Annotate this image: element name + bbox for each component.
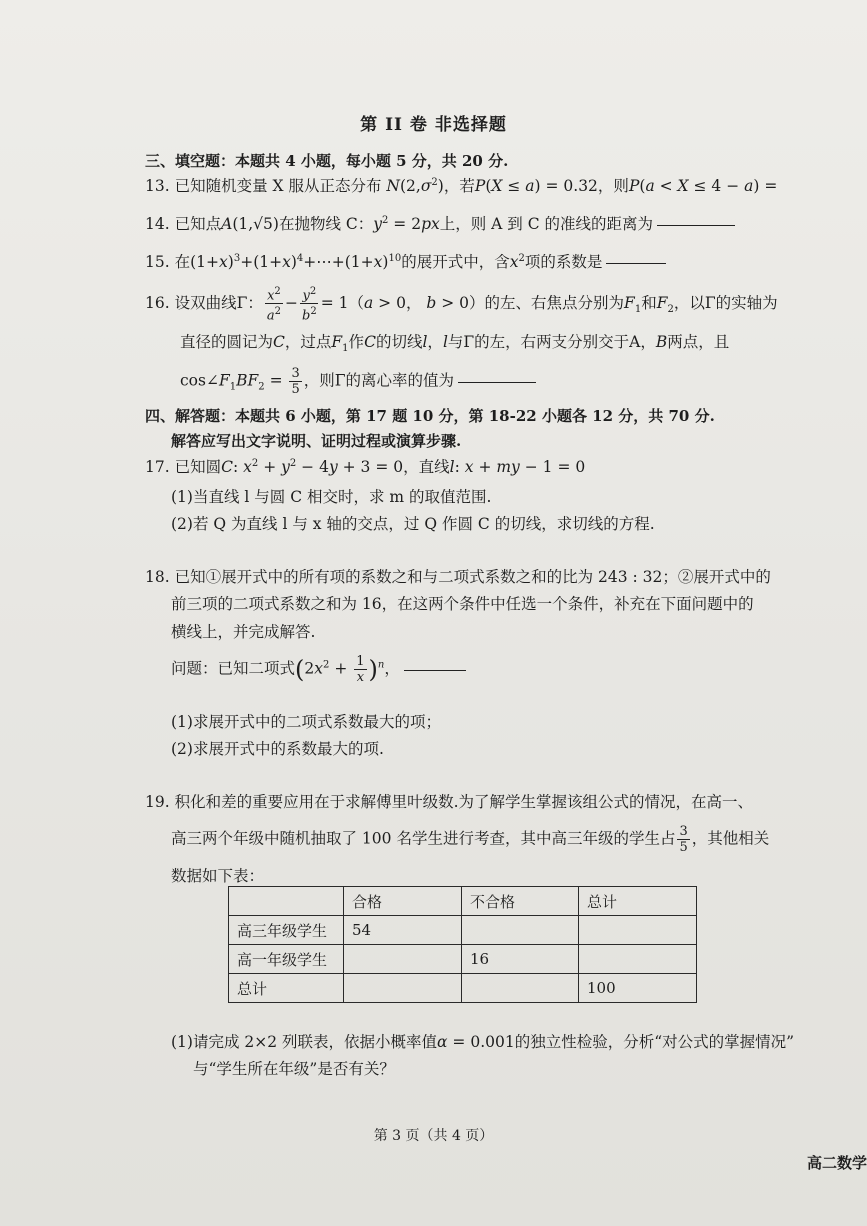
q19-part1-b: 的独立性检验，分析“对公式的掌握情况” — [514, 1033, 795, 1051]
table-cell — [462, 916, 579, 945]
q16-line2-b: ，过点 — [284, 333, 332, 351]
q17-text-b: ，直线 — [403, 458, 450, 476]
q19-part1-line2: 与“学生所在年级”是否有关？ — [193, 1060, 395, 1078]
question-14: 14. 已知点A(1,√5)在抛物线 C：$y^2 = 2px$上，则 A 到 C 的准线的距离为 — [145, 212, 735, 234]
question-17: 17. 已知圆C: $x^2 + y^2 - 4y + 3 = 0$，直线l: x + my − 1 = 0 — [145, 457, 586, 476]
question-16-line1: 16. 设双曲线Γ： $\frac{x^2}{a^2}$ − $\frac{y^2}{b^2}$ = 1（a > 0， b > 0）的左、右焦点分别为$F_1$和$F_2$，以Γ的实轴为 — [145, 286, 778, 324]
table-cell: 54 — [344, 916, 462, 945]
q18-problem-text: 问题：已知二项式 — [171, 659, 296, 678]
q13-text-b: ，若 — [443, 177, 475, 195]
q19-part1-line1: (1)请完成 2×2 列联表，依据小概率值α = 0.001的独立性检验，分析“对公式的掌握情况” — [171, 1033, 795, 1051]
table-row — [229, 916, 697, 945]
q18-answer-blank — [404, 669, 466, 671]
q16-line2-d: 的切线 — [375, 333, 423, 351]
q14-text-c: 上，则 A 到 C 的准线的距离为 — [439, 215, 654, 233]
q17-number: 17. — [145, 458, 170, 476]
table-header-row — [229, 887, 697, 916]
q17-part1: (1)当直线 l 与圆 C 相交时，求 m 的取值范围. — [171, 488, 492, 506]
q19-text-1: 积化和差的重要应用在于求解傅里叶级数.为了解学生掌握该组公式的情况，在高一、 — [174, 793, 754, 811]
corner-label: 高二数学 — [806, 1154, 867, 1172]
q19-number: 19. — [145, 793, 170, 811]
question-16-line3: $\cos\angle F_1BF_2$ = $\frac{3}{5}$ ，则Γ的离心率的值为 — [180, 366, 536, 397]
section-3-header: 三、填空题：本题共 4 小题，每小题 5 分，共 20 分. — [145, 152, 509, 170]
q15-text-b: 的展开式中，含 — [401, 253, 510, 271]
table-cell — [579, 945, 697, 974]
q16-line2-f: 两点，且 — [667, 333, 730, 351]
q16-line3-b: ，则Γ的离心率的值为 — [303, 371, 455, 390]
q16-line2-e: 与Γ的左，右两支分别交于 — [447, 333, 630, 351]
q17-text-a: 已知圆 — [174, 458, 222, 476]
table-header-cell — [229, 887, 344, 916]
q16-line2-c: 作 — [348, 333, 365, 351]
q18-line2: 前三项的二项式系数之和为 16，在这两个条件中任选一个条件，补充在下面问题中的 — [171, 595, 754, 613]
question-13: 13. 已知随机变量 X 服从正态分布 $N(2,\sigma^2)$，若P(X ≤ a) = 0.32，则P(a < X ≤ 4 − a) = — [145, 176, 778, 195]
q19-line2: 高三两个年级中随机抽取了 100 名学生进行考查，其中高三年级的学生占 $\frac{3}{5}$ ，其他相关 — [171, 824, 770, 855]
q18-problem: 问题：已知二项式($2x^2$ + $\frac{1}{x}$ )$^n$， — [171, 654, 466, 685]
q16-line2-a: 直径的圆记为 — [180, 333, 274, 351]
q15-answer-blank — [606, 262, 666, 264]
q16-answer-blank — [458, 381, 536, 383]
contingency-table — [228, 886, 697, 1003]
table-row — [229, 945, 697, 974]
q15-text-c: 项的系数是 — [524, 253, 603, 271]
q13-text-a: 已知随机变量 X 服从正态分布 — [174, 177, 382, 195]
page-footer: 第 3 页（共 4 页） — [373, 1128, 494, 1144]
table-cell: 高一年级学生 — [229, 945, 344, 974]
table-cell — [462, 974, 579, 1003]
q16-text-a: 设双曲线Γ： — [174, 293, 263, 312]
table-cell — [579, 916, 697, 945]
q19-line2-b: ，其他相关 — [691, 829, 770, 848]
q13-number: 13. — [145, 177, 170, 195]
q15-number: 15. — [145, 253, 170, 271]
q19-line3: 数据如下表： — [171, 867, 265, 885]
q18-text-1: 已知①展开式中的所有项的系数之和与二项式系数之和的比为 243 : 32；②展开式中的 — [174, 568, 771, 586]
q14-text-a: 已知点 — [174, 215, 222, 233]
question-18-line1 — [145, 565, 771, 587]
q19-part1-a: (1)请完成 2×2 列联表，依据小概率值 — [171, 1033, 438, 1051]
q16-text-b: （ — [348, 293, 364, 312]
q19-line2-a: 高三两个年级中随机抽取了 100 名学生进行考查，其中高三年级的学生占 — [171, 829, 676, 848]
q14-answer-blank — [657, 224, 735, 226]
table-header-cell: 合格 — [344, 887, 462, 916]
q16-number: 16. — [145, 293, 170, 312]
question-15: 15. 在$(1+x)^3+(1+x)^4+\cdots+(1+x)^{10}$的展开式中，含$x^2$项的系数是 — [145, 250, 666, 272]
q13-text-c: ，则 — [597, 177, 629, 195]
table-cell: 总计 — [229, 974, 344, 1003]
table-cell — [344, 945, 462, 974]
table-cell: 高三年级学生 — [229, 916, 344, 945]
question-16-line2: 直径的圆记为C，过点$F_1$作C的切线l，l与Γ的左，右两支分别交于A，B两点，且 — [180, 333, 730, 355]
q14-number: 14. — [145, 215, 170, 233]
q15-text-a: 在 — [174, 253, 191, 271]
table-cell: 100 — [579, 974, 697, 1003]
q18-part2: (2)求展开式中的系数最大的项. — [171, 740, 384, 758]
table-header-cell: 不合格 — [462, 887, 579, 916]
q17-part2: (2)若 Q 为直线 l 与 x 轴的交点，过 Q 作圆 C 的切线，求切线的方程. — [171, 515, 655, 533]
q18-line3: 横线上，并完成解答. — [171, 623, 316, 641]
q16-text-c: ）的左、右焦点分别为 — [469, 293, 625, 312]
table-cell: 16 — [462, 945, 579, 974]
table-cell — [344, 974, 462, 1003]
q18-part1: (1)求展开式中的二项式系数最大的项； — [171, 713, 441, 731]
q18-number: 18. — [145, 568, 170, 586]
q16-text-d: ，以Γ的实轴为 — [673, 293, 778, 312]
section-4-subheader: 解答应写出文字说明、证明过程或演算步骤. — [171, 432, 462, 450]
section-4-header: 四、解答题：本题共 6 小题，第 17 题 10 分，第 18-22 小题各 12 分，共 70 分. — [145, 407, 715, 425]
q14-text-b: 在抛物线 C： — [278, 215, 374, 233]
question-19-line1 — [145, 790, 753, 812]
table-header-cell: 总计 — [579, 887, 697, 916]
page-title: 第 II 卷 非选择题 — [360, 115, 507, 135]
table-row — [229, 974, 697, 1003]
